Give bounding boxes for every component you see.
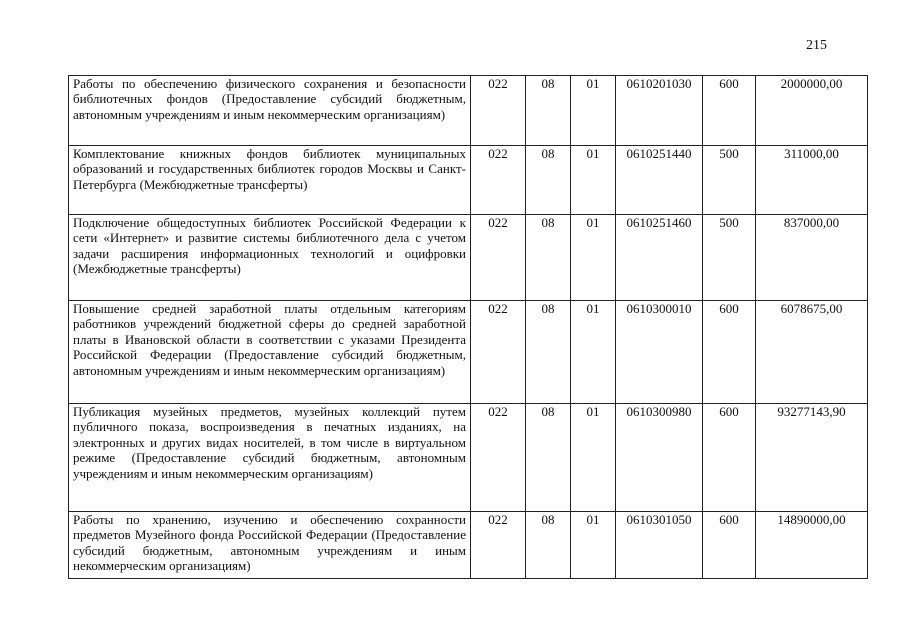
subsection-code: 01 bbox=[571, 404, 616, 512]
amount: 311000,00 bbox=[756, 146, 868, 215]
expense-type-code: 600 bbox=[703, 301, 756, 404]
section-code: 08 bbox=[526, 301, 571, 404]
amount: 2000000,00 bbox=[756, 76, 868, 146]
ministry-code: 022 bbox=[471, 301, 526, 404]
row-description: Комплектование книжных фондов библиотек муниципальных образований и государственных библиотек городов Москвы и Санкт-Петербурга (Межбюджетные трансферты) bbox=[69, 146, 471, 215]
amount: 837000,00 bbox=[756, 215, 868, 301]
section-code: 08 bbox=[526, 76, 571, 146]
target-article-code: 0610300980 bbox=[616, 404, 703, 512]
expense-type-code: 500 bbox=[703, 146, 756, 215]
row-description: Работы по обеспечению физического сохранения и безопасности библиотечных фондов (Предоставление субсидий бюджетным, автономным учреждениям и иным некоммерческим организациям) bbox=[69, 76, 471, 146]
amount: 93277143,90 bbox=[756, 404, 868, 512]
subsection-code: 01 bbox=[571, 512, 616, 579]
table-row bbox=[69, 512, 868, 579]
budget-table bbox=[68, 75, 868, 579]
ministry-code: 022 bbox=[471, 512, 526, 579]
subsection-code: 01 bbox=[571, 146, 616, 215]
row-description: Работы по хранению, изучению и обеспечению сохранности предметов Музейного фонда Российской Федерации (Предоставление субсидий бюджетным, автономным учреждениям и иным некоммерческим организациям) bbox=[69, 512, 471, 579]
table-row bbox=[69, 76, 868, 146]
expense-type-code: 600 bbox=[703, 512, 756, 579]
row-description: Публикация музейных предметов, музейных коллекций путем публичного показа, воспроизведения в печатных изданиях, на электронных и других видах носителей, в том числе в виртуальном режиме (Предоставление субсидий бюджетным, автономным учреждениям и иным некоммерческим организациям) bbox=[69, 404, 471, 512]
ministry-code: 022 bbox=[471, 404, 526, 512]
expense-type-code: 600 bbox=[703, 76, 756, 146]
target-article-code: 0610300010 bbox=[616, 301, 703, 404]
target-article-code: 0610251460 bbox=[616, 215, 703, 301]
subsection-code: 01 bbox=[571, 215, 616, 301]
table-row bbox=[69, 404, 868, 512]
amount: 6078675,00 bbox=[756, 301, 868, 404]
section-code: 08 bbox=[526, 512, 571, 579]
ministry-code: 022 bbox=[471, 146, 526, 215]
amount: 14890000,00 bbox=[756, 512, 868, 579]
target-article-code: 0610201030 bbox=[616, 76, 703, 146]
ministry-code: 022 bbox=[471, 76, 526, 146]
table-row bbox=[69, 146, 868, 215]
expense-type-code: 600 bbox=[703, 404, 756, 512]
page-number: 215 bbox=[806, 38, 827, 53]
section-code: 08 bbox=[526, 215, 571, 301]
section-code: 08 bbox=[526, 404, 571, 512]
section-code: 08 bbox=[526, 146, 571, 215]
target-article-code: 0610251440 bbox=[616, 146, 703, 215]
ministry-code: 022 bbox=[471, 215, 526, 301]
row-description: Подключение общедоступных библиотек Российской Федерации к сети «Интернет» и развитие системы библиотечного дела с учетом задачи расширения информационных технологий и оцифровки (Межбюджетные трансферты) bbox=[69, 215, 471, 301]
table-row bbox=[69, 301, 868, 404]
subsection-code: 01 bbox=[571, 76, 616, 146]
table-row bbox=[69, 215, 868, 301]
row-description: Повышение средней заработной платы отдельным категориям работников учреждений бюджетной сферы до средней заработной платы в Ивановской области в соответствии с указами Президента Российской Федерации (Предоставление субсидий бюджетным, автономным учреждениям и иным некоммерческим организациям) bbox=[69, 301, 471, 404]
target-article-code: 0610301050 bbox=[616, 512, 703, 579]
subsection-code: 01 bbox=[571, 301, 616, 404]
expense-type-code: 500 bbox=[703, 215, 756, 301]
